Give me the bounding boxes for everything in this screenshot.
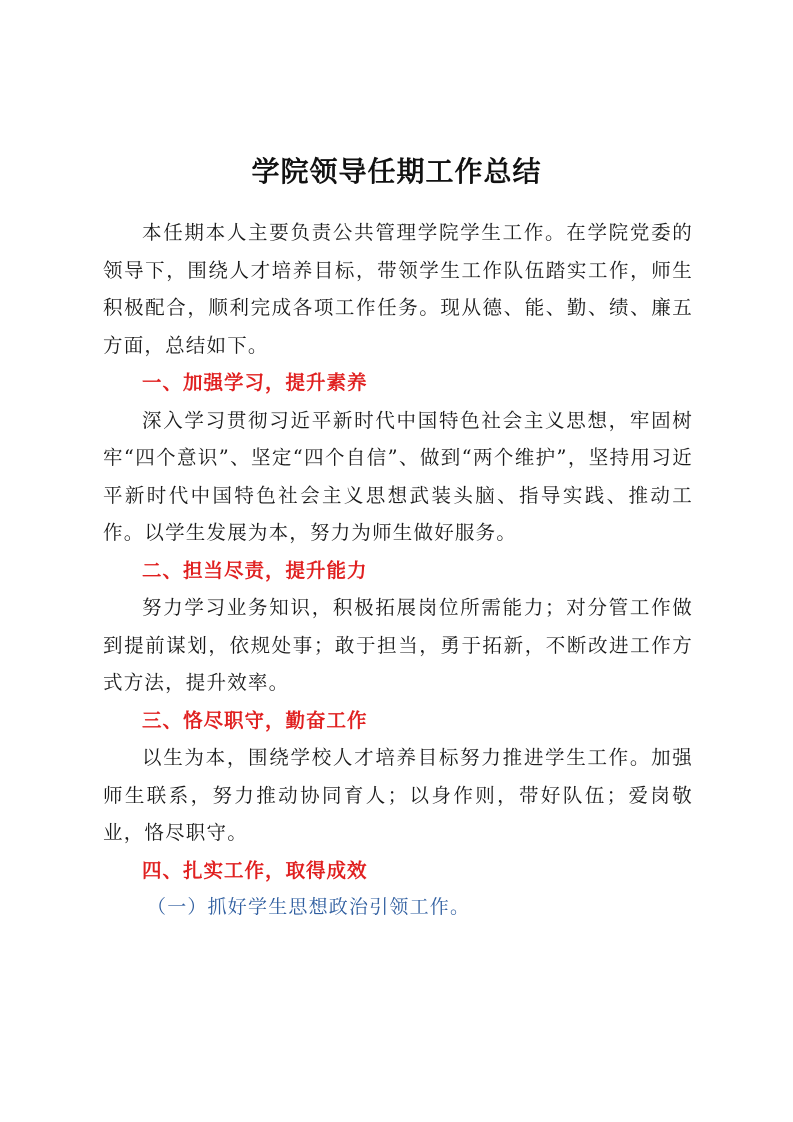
intro-paragraph: 本任期本人主要负责公共管理学院学生工作。在学院党委的领导下，围绕人才培养目标，带领学生工作队伍踏实工作，师生积极配合，顺利完成各项工作任务。现从德、能、勤、绩、廉五方面，总结如下。 [103, 221, 693, 357]
section-4-subheading: （一）抓好学生思想政治引领工作。 [147, 896, 471, 918]
section-1-paragraph: 深入学习贯彻习近平新时代中国特色社会主义思想，牢固树牢“四个意识”、坚定“四个自信”、做到“两个维护”，坚持用习近平新时代中国特色社会主义思想武装头脑、指导实践、推动工作。以学生发展为本，努力为师生做好服务。 [103, 408, 693, 544]
section-3-heading: 三、恪尽职守，勤奋工作 [142, 708, 368, 732]
section-2-heading: 二、担当尽责，提升能力 [142, 558, 368, 582]
section-4-heading: 四、扎实工作，取得成效 [142, 858, 368, 882]
document-title: 学院领导任期工作总结 [251, 155, 542, 188]
section-3-paragraph: 以生为本，围绕学校人才培养目标努力推进学生工作。加强师生联系，努力推动协同育人；以身作则，带好队伍；爱岗敬业，恪尽职守。 [103, 746, 693, 844]
section-1-heading: 一、加强学习，提升素养 [142, 371, 368, 394]
section-2-paragraph: 努力学习业务知识，积极拓展岗位所需能力；对分管工作做到提前谋划，依规处事；敢于担当，勇于拓新，不断改进工作方式方法，提升效率。 [103, 596, 693, 694]
document-body [103, 214, 693, 927]
